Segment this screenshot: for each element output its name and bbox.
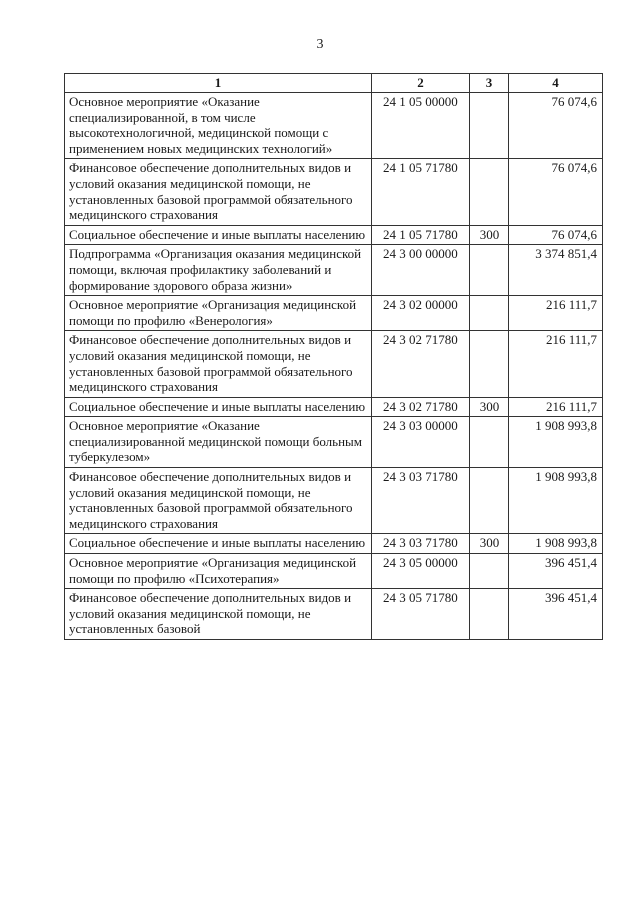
table-row xyxy=(65,589,603,640)
table-row xyxy=(65,93,603,159)
column-header: 4 xyxy=(509,74,603,93)
row-code: 24 3 02 00000 xyxy=(372,296,470,331)
row-sum: 216 111,7 xyxy=(509,296,603,331)
table-row xyxy=(65,534,603,554)
row-type xyxy=(470,245,509,296)
row-name: Социальное обеспечение и иные выплаты населению xyxy=(65,534,372,554)
row-name: Финансовое обеспечение дополнительных видов и условий оказания медицинской помощи, не установленных базовой программой обязательного медицинского страхования xyxy=(65,331,372,397)
row-name: Подпрограмма «Организация оказания медицинской помощи, включая профилактику заболеваний и формирование здорового образа жизни» xyxy=(65,245,372,296)
row-name: Финансовое обеспечение дополнительных видов и условий оказания медицинской помощи, не установленных базовой программой обязательного медицинского страхования xyxy=(65,159,372,225)
row-type: 300 xyxy=(470,225,509,245)
column-header: 3 xyxy=(470,74,509,93)
row-code: 24 3 03 00000 xyxy=(372,417,470,468)
row-sum: 1 908 993,8 xyxy=(509,468,603,534)
row-name: Основное мероприятие «Организация медицинской помощи по профилю «Психотерапия» xyxy=(65,554,372,589)
row-code: 24 3 02 71780 xyxy=(372,397,470,417)
row-sum: 1 908 993,8 xyxy=(509,534,603,554)
table-header-row xyxy=(65,74,603,93)
row-type: 300 xyxy=(470,534,509,554)
row-type xyxy=(470,93,509,159)
row-sum: 76 074,6 xyxy=(509,159,603,225)
row-code: 24 3 05 00000 xyxy=(372,554,470,589)
row-sum: 396 451,4 xyxy=(509,554,603,589)
row-code: 24 3 03 71780 xyxy=(372,468,470,534)
row-name: Социальное обеспечение и иные выплаты населению xyxy=(65,397,372,417)
column-header: 2 xyxy=(372,74,470,93)
row-name: Финансовое обеспечение дополнительных видов и условий оказания медицинской помощи, не установленных базовой xyxy=(65,589,372,640)
table-row xyxy=(65,554,603,589)
page-number: 3 xyxy=(316,37,324,52)
row-code: 24 3 02 71780 xyxy=(372,331,470,397)
row-type xyxy=(470,159,509,225)
row-code: 24 3 00 00000 xyxy=(372,245,470,296)
row-type xyxy=(470,296,509,331)
row-name: Основное мероприятие «Организация медицинской помощи по профилю «Венерология» xyxy=(65,296,372,331)
table-row xyxy=(65,397,603,417)
row-sum: 396 451,4 xyxy=(509,589,603,640)
row-code: 24 1 05 71780 xyxy=(372,225,470,245)
row-type xyxy=(470,589,509,640)
row-type: 300 xyxy=(470,397,509,417)
row-type xyxy=(470,468,509,534)
table-row xyxy=(65,331,603,397)
row-name: Основное мероприятие «Оказание специализированной медицинской помощи больным туберкулезом» xyxy=(65,417,372,468)
budget-table xyxy=(64,73,603,640)
row-sum: 76 074,6 xyxy=(509,93,603,159)
row-sum: 3 374 851,4 xyxy=(509,245,603,296)
row-sum: 76 074,6 xyxy=(509,225,603,245)
table-row xyxy=(65,225,603,245)
row-type xyxy=(470,417,509,468)
row-sum: 1 908 993,8 xyxy=(509,417,603,468)
row-type xyxy=(470,331,509,397)
row-code: 24 1 05 00000 xyxy=(372,93,470,159)
row-code: 24 1 05 71780 xyxy=(372,159,470,225)
row-name: Социальное обеспечение и иные выплаты населению xyxy=(65,225,372,245)
row-name: Основное мероприятие «Оказание специализированной, в том числе высокотехнологичной, медицинской помощи с применением новых медицинских технологий» xyxy=(65,93,372,159)
table-row xyxy=(65,296,603,331)
row-sum: 216 111,7 xyxy=(509,331,603,397)
row-sum: 216 111,7 xyxy=(509,397,603,417)
table-row xyxy=(65,417,603,468)
column-header: 1 xyxy=(65,74,372,93)
row-name: Финансовое обеспечение дополнительных видов и условий оказания медицинской помощи, не установленных базовой программой обязательного медицинского страхования xyxy=(65,468,372,534)
table-row xyxy=(65,468,603,534)
row-type xyxy=(470,554,509,589)
row-code: 24 3 03 71780 xyxy=(372,534,470,554)
table-row xyxy=(65,159,603,225)
table-row xyxy=(65,245,603,296)
row-code: 24 3 05 71780 xyxy=(372,589,470,640)
